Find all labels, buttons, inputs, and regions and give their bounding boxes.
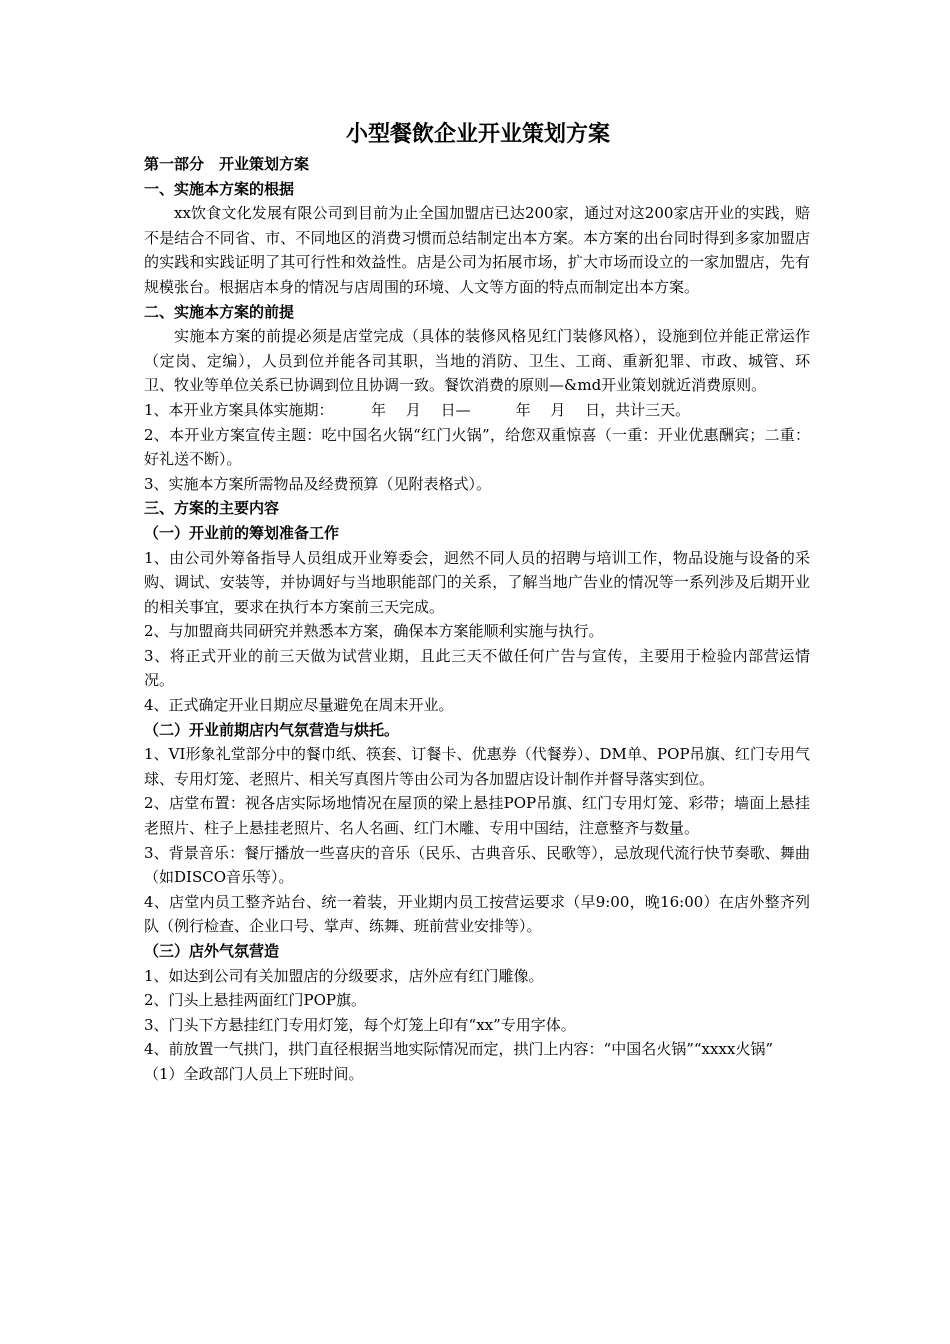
subsection-1-item: 4、正式确定开业日期应尽量避免在周末开业。 [144,696,454,715]
subsection-3-item: 1、如达到公司有关加盟店的分级要求，店外应有红门雕像。 [144,966,544,985]
section-2-item-2: 2、本开业方案宣传主题：吃中国名火锅“红门火锅”，给您双重惊喜（一重：开业优惠酬宾；二重：好礼送不断）。 [144,425,810,469]
section-heading-1: 一、实施本方案的根据 [144,179,295,198]
subsection-2-item: 4、店堂内员工整齐站台、统一着装，开业期内员工按营运要求（早9:00，晚16:00）在店外整齐列队（例行检查、企业口号、掌声、练舞、班前营业安排等）。 [144,892,810,936]
section-heading-3: 三、方案的主要内容 [144,499,280,518]
document-title: 小型餐飲企业开业策划方案 [345,122,610,147]
subsection-2-item: 3、背景音乐：餐厅播放一些喜庆的音乐（民乐、古典音乐、民歌等），忌放现代流行快节奏歌、舞曲（如DISCO音乐等）。 [144,843,810,887]
subsection-3-item: 2、门头上悬挂两面红门POP旗。 [144,991,367,1010]
subsection-heading-3: （三）店外气氛营造 [144,942,280,960]
section-heading-2: 二、实施本方案的前提 [144,302,295,321]
subsection-3-item: 3、门头下方悬挂红门专用灯笼，每个灯笼上印有“xx”专用字体。 [144,1015,576,1034]
subsection-1-item: 1、由公司外筹备指导人员组成开业筹委会，迥然不同人员的招聘与培训工作，物品设施与设备的采购、调试、安装等，并协调好与当地职能部门的关系，了解当地广告业的情况等一系列涉及后期开业的相关事宜，要求在执行本方案前三天完成。 [144,548,810,616]
section-2-item-3: 3、实施本方案所需物品及经费预算（见附表格式）。 [144,474,492,493]
subsection-2-item: 1、VI形象礼堂部分中的餐巾纸、筷套、订餐卡、优惠券（代餐券）、DM单、POP吊旗、红门专用气球、专用灯笼、老照片、相关写真图片等由公司为各加盟店设计制作并督导落实到位。 [144,745,810,788]
section-1-paragraph: xx饮食文化发展有限公司到目前为止全国加盟店已达200家，通过对这200家店开业的实践，赔不是结合不同省、市、不同地区的消费习惯而总结制定出本方案。本方案的出台同时得到多家加盟店的实践和实践证明了其可行性和效益性。店是公司为拓展市场，扩大市场而设立的一家加盟店，先有规模张台。根据店本身的情况与店周围的环境、人文等方面的特点而制定出本方案。 [144,204,810,296]
subsection-3-item: （1）全政部门人员上下班时间。 [144,1064,364,1083]
subsection-1-item: 2、与加盟商共同研究并熟悉本方案，确保本方案能顺利实施与执行。 [144,622,604,641]
section-2-item-1: 1、本开业方案具体实施期： 年 月 日— 年 月 日，共计三天。 [144,400,691,419]
subsection-2-item: 2、店堂布置：视各店实际场地情况在屋顶的梁上悬挂POP吊旗、红门专用灯笼、彩带；墙面上悬挂老照片、柱子上悬挂老照片、名人名画、红门木雕、专用中国结，注意整齐与数量。 [144,794,810,838]
subsection-heading-1: （一）开业前的筹划准备工作 [144,523,340,542]
document-page [144,118,810,1087]
part-heading: 第一部分 开业策划方案 [144,155,310,173]
section-2-paragraph: 实施本方案的前提必须是店堂完成（具体的装修风格见红门装修风格），设施到位并能正常运作（定岗、定编），人员到位并能各司其职，当地的消防、卫生、工商、重新犯罪、市政、城管、环卫、牧业等单位关系已协调到位且协调一致。餐饮消费的原则—&md开业策划就近消费原则。 [144,327,810,395]
subsection-heading-2: （二）开业前期店内气氛营造与烘托。 [144,720,400,739]
subsection-1-item: 3、将正式开业的前三天做为试营业期，且此三天不做任何广告与宣传，主要用于检验内部营运情况。 [144,646,810,690]
subsection-3-item: 4、前放置一气拱门，拱门直径根据当地实际情况而定，拱门上内容：“中国名火锅”“xxxx火锅” [144,1040,774,1059]
